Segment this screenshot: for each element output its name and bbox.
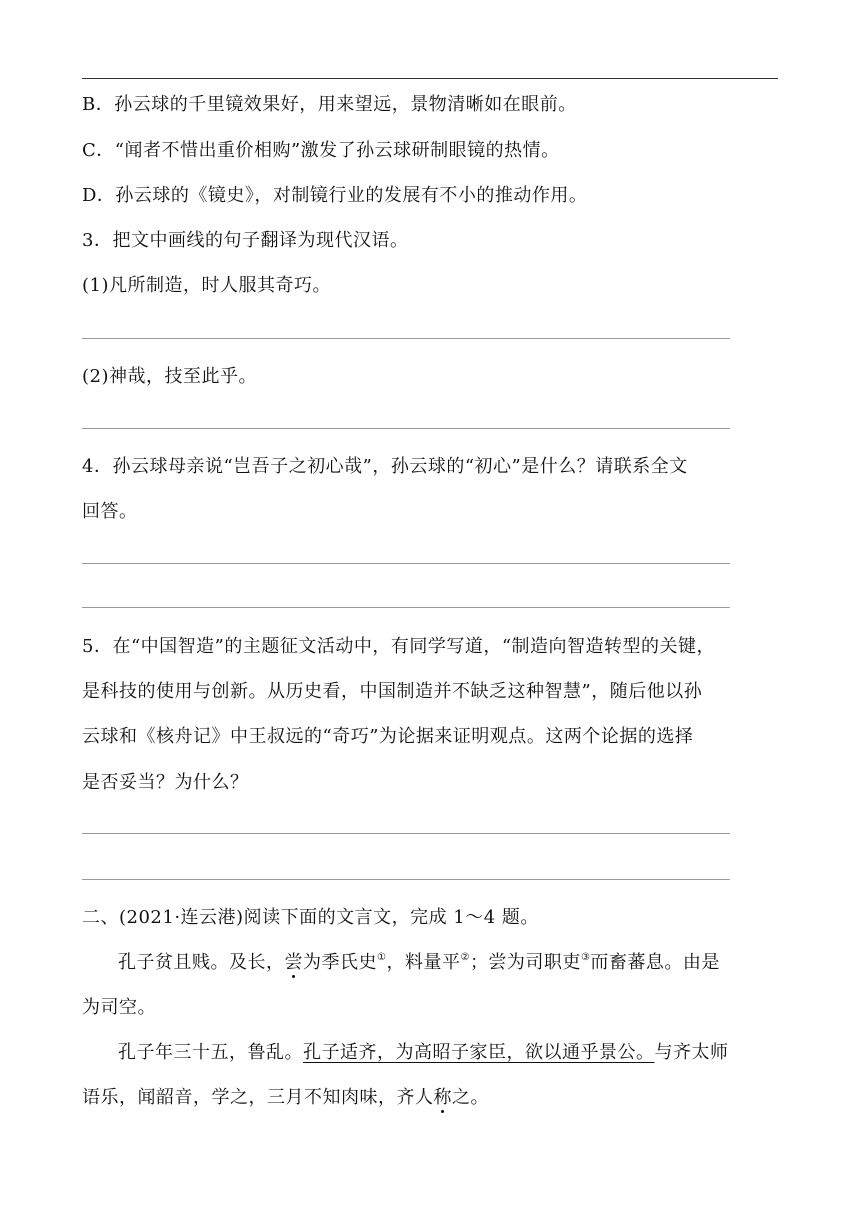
passage-paragraph-2-line-2 <box>82 1086 489 1110</box>
question-5-line-2: 是科技的使用与创新。从历史看，中国制造并不缺乏这种智慧”，随后他以孙 <box>82 681 703 702</box>
passage-text: 之。 <box>452 1087 489 1108</box>
passage-paragraph-1-line-2: 为司空。 <box>82 997 156 1018</box>
question-5-line-3: 云球和《核舟记》中王叔远的“奇巧”为论据来证明观点。这两个论据的选择 <box>82 726 694 747</box>
passage-text: 孔子年三十五，鲁乱。 <box>118 1042 303 1063</box>
passage-text: 而畜蕃息。由是 <box>590 952 720 973</box>
question-3-item-2: (2)神哉，技至此乎。 <box>82 366 257 387</box>
footnote-mark: ② <box>460 952 470 963</box>
section-2-heading: 二、(2021·连云港)阅读下面的文言文，完成 1～4 题。 <box>82 907 539 928</box>
option-c: C．“闻者不惜出重价相购”激发了孙云球研制眼镜的热情。 <box>82 140 560 161</box>
answer-line <box>82 563 730 564</box>
passage-text: 孔子贫且贱。及长， <box>118 952 285 973</box>
footnote-mark: ③ <box>580 952 591 963</box>
passage-paragraph-1-line-1 <box>118 951 720 975</box>
emphasis-dot-char: 尝 <box>284 952 303 973</box>
passage-text: ，料量平 <box>386 952 461 973</box>
passage-text: 语乐，闻韶音，学之，三月不知肉味，齐人 <box>82 1087 434 1108</box>
question-4-line-2: 回答。 <box>82 501 138 522</box>
passage-paragraph-2-line-1 <box>118 1041 729 1065</box>
passage-text: ；尝为司职吏 <box>469 952 581 973</box>
answer-line <box>82 879 730 880</box>
answer-line <box>82 428 730 429</box>
top-divider <box>82 78 778 79</box>
question-4-line-1: 4．孙云球母亲说“岂吾子之初心哉”，孙云球的“初心”是什么？请联系全文 <box>82 456 688 477</box>
option-d: D．孙云球的《镜史》，对制镜行业的发展有不小的推动作用。 <box>82 185 588 206</box>
question-5-line-4: 是否妥当？为什么？ <box>82 772 249 793</box>
emphasis-dot-char: 称 <box>433 1087 452 1108</box>
option-b: B．孙云球的千里镜效果好，用来望远，景物清晰如在眼前。 <box>82 94 577 115</box>
question-3-stem: 3．把文中画线的句子翻译为现代汉语。 <box>82 230 409 251</box>
answer-line <box>82 833 730 834</box>
underlined-sentence: 孔子适齐，为高昭子家臣，欲以通乎景公。 <box>303 1042 655 1063</box>
footnote-mark: ① <box>377 952 387 963</box>
passage-text: 为季氏史 <box>303 952 377 973</box>
answer-line <box>82 607 730 608</box>
question-5-line-1: 5．在“中国智造”的主题征文活动中，有同学写道，“制造向智造转型的关键， <box>82 636 716 657</box>
answer-line <box>82 338 730 339</box>
passage-text: 与齐太师 <box>654 1042 729 1063</box>
question-3-item-1: (1)凡所制造，时人服其奇巧。 <box>82 275 331 296</box>
